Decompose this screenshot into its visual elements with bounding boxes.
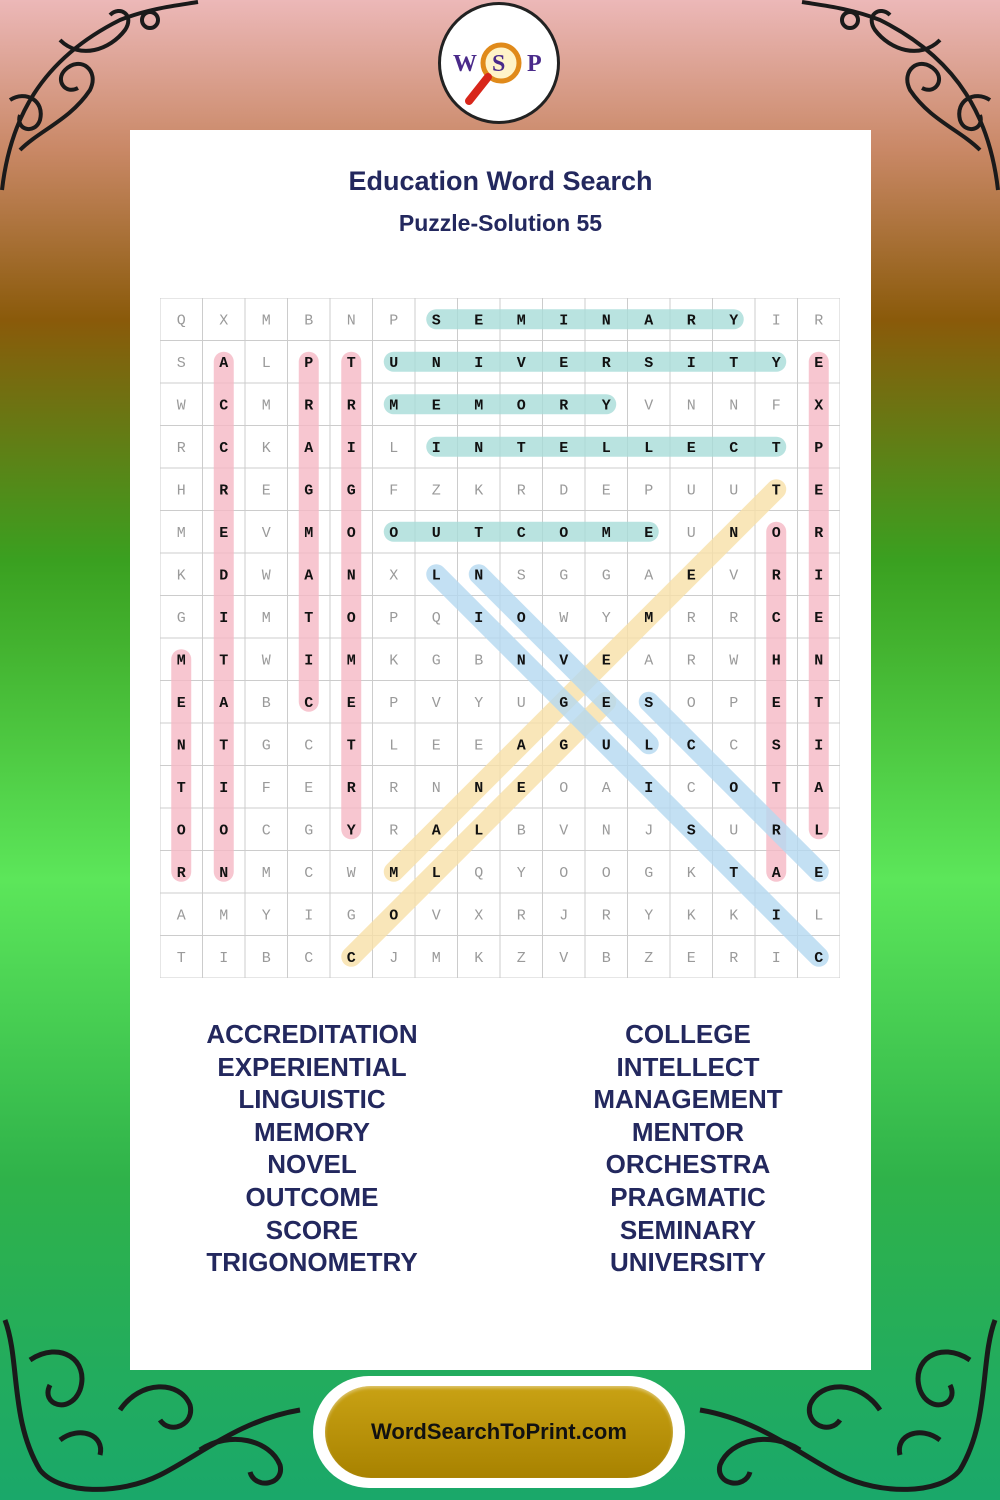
grid-letter: C (729, 737, 739, 755)
grid-letter: K (389, 652, 399, 670)
grid-letter: M (261, 397, 271, 415)
word-list-item: MENTOR (631, 1116, 745, 1147)
grid-letter: C (686, 779, 696, 797)
grid-letter: I (474, 354, 484, 372)
grid-letter: E (559, 354, 569, 372)
grid-letter: M (389, 864, 399, 882)
grid-letter: G (601, 567, 611, 585)
grid-letter: N (814, 652, 824, 670)
grid-letter: V (644, 397, 654, 415)
word-list-item: SEMINARY (619, 1214, 757, 1245)
grid-letter: S (644, 694, 654, 712)
grid-letter: O (559, 864, 569, 882)
grid-letter: L (814, 907, 824, 925)
grid-letter: L (644, 737, 654, 755)
grid-letter: E (431, 397, 441, 415)
site-link-inner (325, 1386, 673, 1478)
grid-letter: T (814, 694, 824, 712)
grid-letter: P (389, 694, 399, 712)
grid-letter: Z (516, 949, 526, 967)
grid-letter: M (644, 609, 654, 627)
grid-letter: O (516, 609, 526, 627)
grid-letter: E (601, 694, 611, 712)
grid-letter: K (686, 864, 696, 882)
grid-letter: L (389, 737, 399, 755)
grid-letter: I (431, 439, 441, 457)
grid-letter: E (431, 737, 441, 755)
page-subtitle: Puzzle-Solution 55 (398, 210, 603, 236)
grid-letter: U (601, 737, 611, 755)
grid-letter: N (474, 567, 484, 585)
grid-letter: N (431, 354, 441, 372)
grid-letter: E (304, 779, 314, 797)
word-list-item: LINGUISTIC (238, 1084, 386, 1115)
grid-letter: Y (771, 354, 781, 372)
grid-letter: O (389, 524, 399, 542)
grid-letter: R (304, 397, 314, 415)
grid-letter: U (686, 524, 696, 542)
grid-letter: F (771, 397, 781, 415)
grid-letter: G (346, 907, 356, 925)
grid-letter: H (771, 652, 781, 670)
grid-letter: E (474, 312, 484, 330)
grid-letter: A (771, 864, 781, 882)
grid-letter: G (431, 652, 441, 670)
grid-letter: W (261, 567, 271, 585)
grid-letter: E (814, 354, 824, 372)
grid-letter: G (304, 822, 314, 840)
grid-letter: I (219, 949, 229, 967)
grid-letter: O (389, 907, 399, 925)
site-link-button[interactable] (313, 1376, 685, 1488)
grid-letter: M (261, 609, 271, 627)
grid-letter: W (176, 397, 186, 415)
grid-letter: I (814, 737, 824, 755)
grid-letter: N (516, 652, 526, 670)
grid-letter: Z (431, 482, 441, 500)
grid-letter: C (686, 737, 696, 755)
grid-letter: R (176, 439, 186, 457)
grid-letter: C (261, 822, 271, 840)
grid-letter: A (176, 907, 186, 925)
grid-letter: E (261, 482, 271, 500)
word-list-item: PRAGMATIC (610, 1181, 766, 1212)
grid-letter: C (304, 694, 314, 712)
grid-letter: A (644, 567, 654, 585)
grid-letter: S (516, 567, 526, 585)
grid-letter: E (346, 694, 356, 712)
grid-letter: K (474, 482, 484, 500)
grid-letter: Y (644, 907, 654, 925)
grid-letter: V (559, 652, 569, 670)
grid-letter: E (686, 949, 696, 967)
grid-letter: R (814, 524, 824, 542)
grid-letter: Y (601, 397, 611, 415)
grid-letter: T (516, 439, 526, 457)
grid-letter: A (219, 694, 229, 712)
grid-letter: V (559, 822, 569, 840)
grid-letter: C (516, 524, 526, 542)
site-link-label: WordSearchToPrint.com (371, 1419, 627, 1444)
grid-letter: K (729, 907, 739, 925)
grid-letter: J (389, 949, 399, 967)
grid-letter: A (814, 779, 824, 797)
grid-letter: S (176, 354, 186, 372)
grid-letter: N (346, 312, 356, 330)
grid-letter: V (431, 694, 441, 712)
grid-letter: M (389, 397, 399, 415)
grid-letter: E (559, 439, 569, 457)
grid-letter: R (389, 779, 399, 797)
grid-letter: A (304, 567, 314, 585)
grid-letter: R (516, 482, 526, 500)
grid-letter: M (261, 312, 271, 330)
grid-letter: Q (474, 864, 484, 882)
grid-letter: Y (601, 609, 611, 627)
grid-letter: F (389, 482, 399, 500)
grid-letter: B (304, 312, 314, 330)
grid-letter: B (261, 949, 271, 967)
word-list-item: UNIVERSITY (609, 1247, 767, 1278)
grid-letter: R (729, 609, 739, 627)
grid-letter: T (729, 864, 739, 882)
grid-letter: Y (346, 822, 356, 840)
grid-letter: T (219, 737, 229, 755)
word-list-item: SCORE (265, 1214, 359, 1245)
grid-letter: Y (516, 864, 526, 882)
grid-letter: B (516, 822, 526, 840)
grid-letter: T (176, 779, 186, 797)
grid-letter: E (176, 694, 186, 712)
grid-letter: E (814, 482, 824, 500)
grid-letter: J (644, 822, 654, 840)
grid-letter: K (686, 907, 696, 925)
grid-letter: L (474, 822, 484, 840)
grid-letter: M (261, 864, 271, 882)
grid-letter: G (346, 482, 356, 500)
grid-letter: A (644, 652, 654, 670)
grid-letter: T (771, 439, 781, 457)
grid-letter: U (431, 524, 441, 542)
grid-letter: E (686, 567, 696, 585)
grid-letter: M (219, 907, 229, 925)
grid-letter: L (261, 354, 271, 372)
word-list-item: EXPERIENTIAL (217, 1051, 407, 1082)
grid-letter: I (304, 652, 314, 670)
grid-letter: G (176, 609, 186, 627)
grid-letter: O (559, 779, 569, 797)
word-list-left (142, 1018, 482, 1279)
grid-letter: A (516, 737, 526, 755)
grid-letter: G (559, 567, 569, 585)
grid-letter: R (389, 822, 399, 840)
word-list-item: MANAGEMENT (593, 1084, 783, 1115)
logo-letter-p: P (527, 51, 542, 77)
grid-letter: N (474, 439, 484, 457)
grid-letter: U (516, 694, 526, 712)
grid-letter: B (474, 652, 484, 670)
grid-letter: R (814, 312, 824, 330)
grid-letter: I (686, 354, 696, 372)
grid-letter: C (729, 439, 739, 457)
grid-letter: L (431, 567, 441, 585)
grid-letter: I (644, 779, 654, 797)
grid-letter: O (601, 864, 611, 882)
grid-letter: N (729, 397, 739, 415)
grid-letter: N (729, 524, 739, 542)
grid-letter: E (601, 652, 611, 670)
grid-letter: T (219, 652, 229, 670)
word-list-right (518, 1018, 858, 1279)
grid-letter: R (686, 652, 696, 670)
grid-letter: H (176, 482, 186, 500)
grid-letter: P (814, 439, 824, 457)
grid-letter: G (644, 864, 654, 882)
grid-letter: M (346, 652, 356, 670)
grid-letter: V (729, 567, 739, 585)
grid-letter: X (389, 567, 399, 585)
grid-letter: S (771, 737, 781, 755)
grid-letter: N (601, 312, 611, 330)
word-list-item: TRIGONOMETRY (206, 1247, 418, 1278)
grid-letter: I (771, 312, 781, 330)
grid-letter: C (814, 949, 824, 967)
grid-letter: O (771, 524, 781, 542)
grid-letter: U (729, 482, 739, 500)
grid-letter: M (431, 949, 441, 967)
grid-letter: A (601, 779, 611, 797)
word-list-item: COLLEGE (625, 1019, 751, 1049)
grid-letter: R (601, 354, 611, 372)
grid-letter: P (644, 482, 654, 500)
grid-letter: O (729, 779, 739, 797)
logo-letter-w: W (453, 51, 477, 77)
grid-letter: G (261, 737, 271, 755)
grid-letter: Z (644, 949, 654, 967)
grid-letter: W (729, 652, 739, 670)
grid-letter: I (771, 907, 781, 925)
grid-letter: A (644, 312, 654, 330)
grid-letter: C (304, 864, 314, 882)
grid-letter: P (389, 609, 399, 627)
grid-letter: R (686, 312, 696, 330)
grid-letter: N (346, 567, 356, 585)
grid-letter: J (559, 907, 569, 925)
grid-letter: N (601, 822, 611, 840)
grid-letter: K (474, 949, 484, 967)
grid-letter: B (601, 949, 611, 967)
grid-letter: E (219, 524, 229, 542)
grid-letter: E (686, 439, 696, 457)
grid-letter: S (431, 312, 441, 330)
grid-letter: C (346, 949, 356, 967)
word-list-item: ACCREDITATION (206, 1019, 418, 1049)
grid-letter: R (346, 397, 356, 415)
grid-letter: X (814, 397, 824, 415)
letter-grid (160, 298, 840, 978)
grid-letter: M (176, 524, 186, 542)
grid-letter: N (431, 779, 441, 797)
grid-letter: L (601, 439, 611, 457)
grid-letter: V (431, 907, 441, 925)
grid-letter: G (559, 694, 569, 712)
grid-letter: M (176, 652, 186, 670)
grid-letter: A (431, 822, 441, 840)
grid-letter: R (219, 482, 229, 500)
grid-letter: I (304, 907, 314, 925)
grid-letter: I (219, 609, 229, 627)
grid-letter: V (516, 354, 526, 372)
grid-letter: R (176, 864, 186, 882)
grid-letter: L (389, 439, 399, 457)
grid-letter: V (261, 524, 271, 542)
grid-letter: N (686, 397, 696, 415)
grid-letter: T (346, 354, 356, 372)
letter-grid-svg (160, 298, 840, 978)
grid-letter: T (176, 949, 186, 967)
grid-letter: D (219, 567, 229, 585)
grid-letter: M (601, 524, 611, 542)
grid-letter: E (644, 524, 654, 542)
wsp-logo (438, 2, 560, 124)
grid-letter: R (771, 822, 781, 840)
grid-letter: E (474, 737, 484, 755)
grid-letter: Y (261, 907, 271, 925)
grid-letter: T (474, 524, 484, 542)
grid-letter: W (261, 652, 271, 670)
grid-letter: L (431, 864, 441, 882)
grid-letter: R (729, 949, 739, 967)
grid-letter: I (346, 439, 356, 457)
grid-letter: N (474, 779, 484, 797)
grid-letter: G (304, 482, 314, 500)
grid-letter: P (729, 694, 739, 712)
grid-letter: X (219, 312, 229, 330)
grid-letter: X (474, 907, 484, 925)
grid-letter: R (346, 779, 356, 797)
grid-letter: O (176, 822, 186, 840)
grid-letter: N (219, 864, 229, 882)
grid-letter: L (644, 439, 654, 457)
grid-letter: Q (176, 312, 186, 330)
grid-letter: R (771, 567, 781, 585)
grid-letter: E (814, 609, 824, 627)
word-list-item: OUTCOME (245, 1181, 379, 1212)
grid-letter: I (474, 609, 484, 627)
grid-letter: D (559, 482, 569, 500)
grid-letter: S (644, 354, 654, 372)
grid-letter: K (261, 439, 271, 457)
grid-letter: E (601, 482, 611, 500)
word-list-item: INTELLECT (616, 1051, 760, 1082)
grid-letter: M (304, 524, 314, 542)
grid-letter: W (559, 609, 569, 627)
grid-letter: M (474, 397, 484, 415)
grid-letter: Y (729, 312, 739, 330)
grid-letter: I (559, 312, 569, 330)
grid-letter: T (771, 482, 781, 500)
grid-letter: R (516, 907, 526, 925)
word-list-item: NOVEL (267, 1149, 357, 1180)
grid-letter: K (176, 567, 186, 585)
grid-letter: P (389, 312, 399, 330)
grid-letter: F (261, 779, 271, 797)
grid-letter: O (346, 609, 356, 627)
grid-letter: T (346, 737, 356, 755)
grid-letter: N (176, 737, 186, 755)
grid-letter: E (516, 779, 526, 797)
grid-letter: T (304, 609, 314, 627)
grid-letter: L (814, 822, 824, 840)
grid-letter: C (771, 609, 781, 627)
grid-letter: G (559, 737, 569, 755)
grid-letter: Q (431, 609, 441, 627)
grid-letter: C (304, 737, 314, 755)
grid-letter: I (771, 949, 781, 967)
logo-letter-s: S (492, 51, 506, 77)
grid-letter: I (219, 779, 229, 797)
page-title: Education Word Search (348, 166, 653, 196)
grid-letter: C (219, 439, 229, 457)
grid-letter: V (559, 949, 569, 967)
grid-letter: M (516, 312, 526, 330)
grid-letter: O (516, 397, 526, 415)
grid-letter: O (346, 524, 356, 542)
word-list-item: MEMORY (253, 1116, 371, 1147)
grid-letter: I (814, 567, 824, 585)
grid-letter: U (389, 354, 399, 372)
grid-letter: R (559, 397, 569, 415)
grid-letter: E (814, 864, 824, 882)
grid-letter: U (729, 822, 739, 840)
grid-letter: S (686, 822, 696, 840)
grid-letter: C (304, 949, 314, 967)
grid-letter: T (771, 779, 781, 797)
grid-letter: E (771, 694, 781, 712)
grid-letter: R (686, 609, 696, 627)
grid-letter: O (219, 822, 229, 840)
grid-letter: B (261, 694, 271, 712)
grid-letter: A (219, 354, 229, 372)
grid-letter: O (686, 694, 696, 712)
grid-letter: R (601, 907, 611, 925)
grid-letter: Y (474, 694, 484, 712)
grid-letter: W (346, 864, 356, 882)
grid-letter: A (304, 439, 314, 457)
grid-letter: C (219, 397, 229, 415)
grid-letter: P (304, 354, 314, 372)
word-list-item: ORCHESTRA (605, 1149, 771, 1180)
grid-letter: T (729, 354, 739, 372)
grid-letter: O (559, 524, 569, 542)
grid-letter: U (686, 482, 696, 500)
